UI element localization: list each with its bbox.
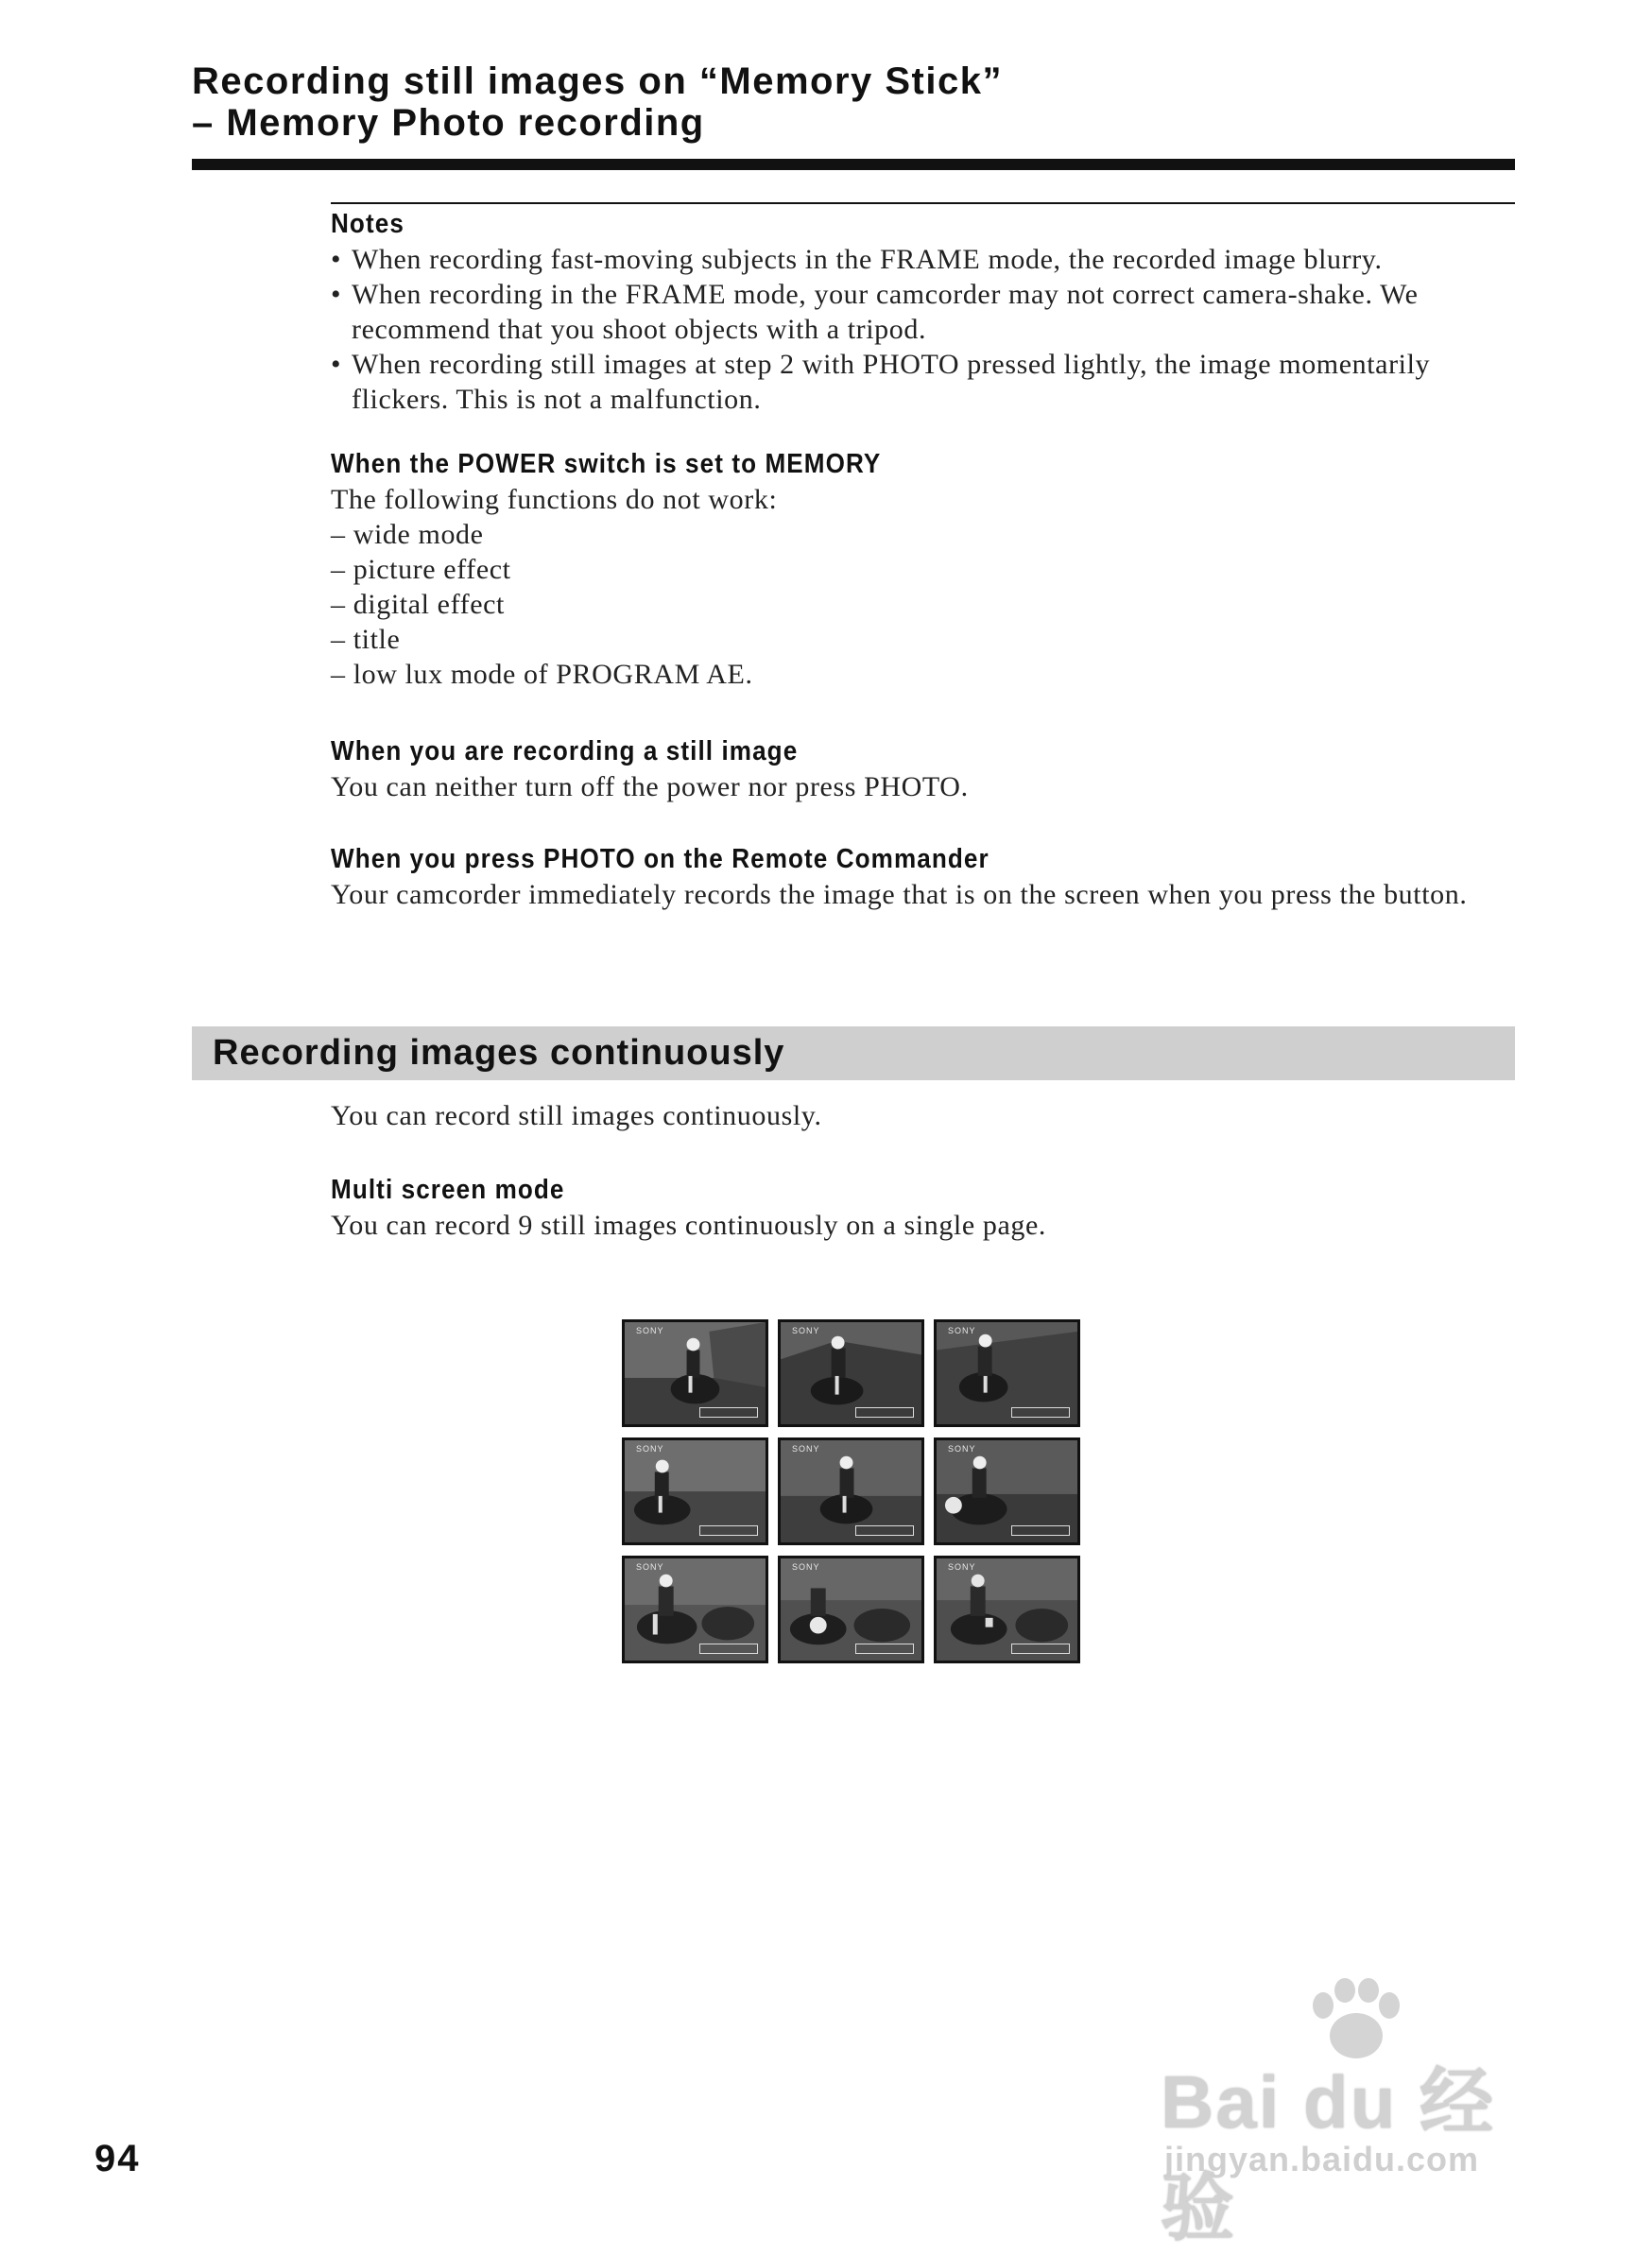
list-item: – low lux mode of PROGRAM AE. [331,659,753,690]
multi-screen-text: You can record 9 still images continuously on a single page. [331,1210,1046,1241]
power-memory-heading: When the POWER switch is set to MEMORY [331,449,882,479]
section-intro-block [331,1098,1515,1133]
header-rule [192,159,1515,170]
recording-still-heading: When you are recording a still image [331,736,799,766]
thumbnail-data-box [1011,1525,1070,1536]
thumbnail-data-box [1011,1644,1070,1654]
thumbnail [934,1437,1080,1545]
notes-divider [331,202,1515,204]
notes-heading: Notes [331,209,404,239]
recording-still-text: You can neither turn off the power nor press PHOTO. [331,771,969,802]
note-item: • When recording fast-moving subjects in the FRAME mode, the recorded image blurry. [331,242,1515,277]
section-band [192,1026,1515,1080]
section-intro: You can record still images continuously. [331,1100,822,1131]
thumbnail-data-box [855,1525,914,1536]
thumbnail-brand: SONY [792,1444,820,1454]
thumbnail-brand: SONY [948,1326,976,1335]
remote-text: Your camcorder immediately records the image that is on the screen when you press the button. [331,879,1468,910]
remote-block [331,841,1515,912]
thumbnail [778,1437,924,1545]
thumbnail [622,1437,768,1545]
thumbnail [622,1556,768,1663]
watermark-brand: Bai du 经验 [1161,2060,1496,2249]
list-item: – picture effect [331,554,511,585]
thumbnail-brand: SONY [792,1562,820,1572]
thumbnail-brand: SONY [636,1326,664,1335]
recording-still-block [331,733,1515,804]
page-header [192,60,1515,144]
baidu-watermark [1161,1977,1557,2249]
note-item: • When recording in the FRAME mode, your camcorder may not correct camera-shake. We recommend that you shoot objects with a tripod. [331,277,1515,347]
thumbnail [934,1556,1080,1663]
notes-list [331,242,1515,417]
thumbnail-brand: SONY [792,1326,820,1335]
disabled-functions-list [331,517,1515,692]
multi-screen-heading: Multi screen mode [331,1175,565,1205]
watermark-site: jingyan.baidu.com [1164,2140,1480,2178]
thumbnail-data-box [1011,1407,1070,1418]
page-number: 94 [95,2138,141,2179]
page-title-line-1: Recording still images on “Memory Stick” [192,60,1003,102]
thumbnail [778,1556,924,1663]
thumbnail [622,1319,768,1427]
thumbnail-data-box [699,1407,758,1418]
remote-heading: When you press PHOTO on the Remote Commander [331,844,989,874]
power-memory-block [331,446,1515,692]
section-title: Recording images continuously [213,1033,785,1073]
page-title-line-2: – Memory Photo recording [192,102,705,144]
list-item: – title [331,624,401,655]
thumbnail-brand: SONY [636,1562,664,1572]
thumbnail-brand: SONY [948,1562,976,1572]
list-item: – digital effect [331,589,505,620]
power-memory-intro: The following functions do not work: [331,484,778,515]
thumbnail [778,1319,924,1427]
thumbnail [934,1319,1080,1427]
multi-screen-thumbnail-grid [622,1319,1083,1663]
note-item: • When recording still images at step 2 with PHOTO pressed lightly, the image momentarily flickers. This is not a malfunction. [331,347,1515,417]
thumbnail-brand: SONY [636,1444,664,1454]
thumbnail-data-box [699,1525,758,1536]
notes-block [331,206,1515,417]
multi-screen-block [331,1172,1515,1243]
thumbnail-brand: SONY [948,1444,976,1454]
list-item: – wide mode [331,519,484,550]
thumbnail-data-box [699,1644,758,1654]
thumbnail-data-box [855,1407,914,1418]
thumbnail-data-box [855,1644,914,1654]
